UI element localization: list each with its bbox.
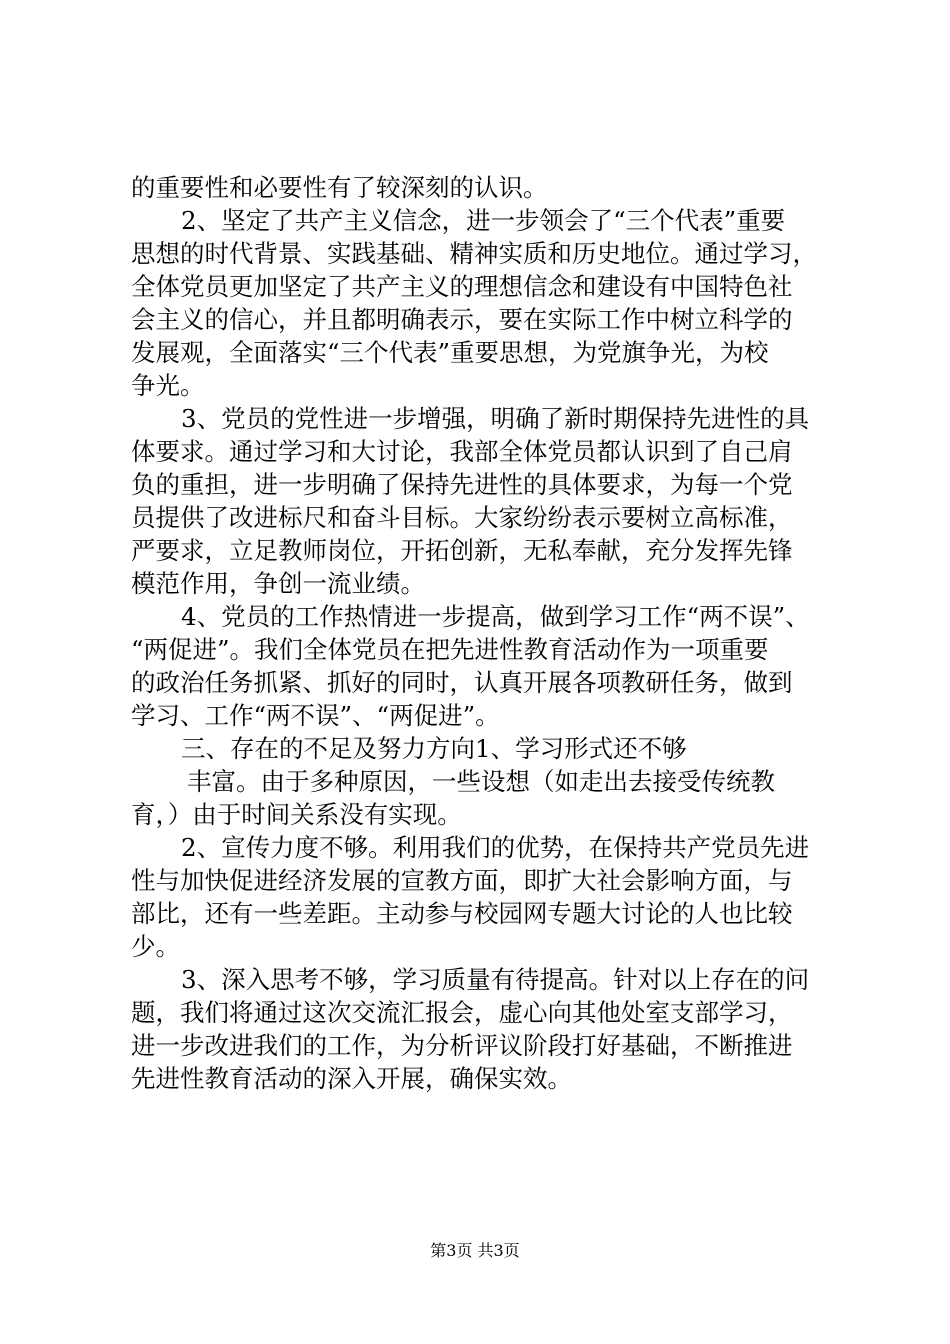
text-line: 员提供了改进标尺和奋斗目标。大家纷纷表示要树立高标准， bbox=[131, 503, 793, 532]
text-line: 的重要性和必要性有了较深刻的认识。 bbox=[131, 173, 548, 202]
text-line: 的政治任务抓紧、抓好的同时，认真开展各项教研任务，做到 bbox=[131, 668, 793, 697]
text-line: 2、宣传力度不够。利用我们的优势，在保持共产党员先进 bbox=[181, 833, 810, 862]
text-line: 育，）由于时间关系没有实现。 bbox=[131, 800, 462, 829]
text-line: 模范作用，争创一流业绩。 bbox=[131, 569, 425, 598]
text-line: 性与加快促进经济发展的宣教方面，即扩大社会影响方面，与 bbox=[131, 866, 793, 895]
text-line: 学习、工作“两不误”、“两促进”。 bbox=[131, 701, 500, 730]
text-line: 进一步改进我们的工作，为分析评议阶段打好基础，不断推进 bbox=[131, 1031, 793, 1060]
text-line: 全体党员更加坚定了共产主义的理想信念和建设有中国特色社 bbox=[131, 272, 793, 301]
text-line: 部比，还有一些差距。主动参与校园网专题大讨论的人也比较 bbox=[131, 899, 793, 928]
text-line: 题，我们将通过这次交流汇报会，虚心向其他处室支部学习， bbox=[131, 998, 793, 1027]
text-line: 先进性教育活动的深入开展，确保实效。 bbox=[131, 1064, 572, 1093]
page-number-footer: 第3页 共3页 bbox=[430, 1241, 520, 1260]
text-line: 丰富。由于多种原因，一些设想（如走出去接受传统教 bbox=[187, 767, 775, 796]
text-line: 3、深入思考不够，学习质量有待提高。针对以上存在的问 bbox=[181, 965, 810, 994]
text-line: 3、党员的党性进一步增强，明确了新时期保持先进性的具 bbox=[181, 404, 810, 433]
text-line: 4、党员的工作热情进一步提高，做到学习工作“两不误”、 bbox=[181, 602, 810, 631]
text-line: 三、存在的不足及努力方向1、学习形式还不够 bbox=[181, 734, 687, 763]
text-line: 体要求。通过学习和大讨论，我部全体党员都认识到了自己肩 bbox=[131, 437, 793, 466]
text-line: 思想的时代背景、实践基础、精神实质和历史地位。通过学习， bbox=[131, 239, 817, 268]
text-line: 严要求，立足教师岗位，开拓创新，无私奉献，充分发挥先锋 bbox=[131, 536, 793, 565]
text-line: 2、坚定了共产主义信念，进一步领会了“三个代表”重要 bbox=[181, 206, 786, 235]
text-line: “两促进”。我们全体党员在把先进性教育活动作为一项重要 bbox=[131, 635, 769, 664]
text-line: 发展观，全面落实“三个代表”重要思想，为党旗争光，为校 bbox=[131, 338, 769, 367]
text-line: 争光。 bbox=[131, 371, 205, 400]
text-line: 少。 bbox=[131, 932, 180, 961]
text-line: 会主义的信心，并且都明确表示，要在实际工作中树立科学的 bbox=[131, 305, 793, 334]
text-line: 负的重担，进一步明确了保持先进性的具体要求，为每一个党 bbox=[131, 470, 793, 499]
